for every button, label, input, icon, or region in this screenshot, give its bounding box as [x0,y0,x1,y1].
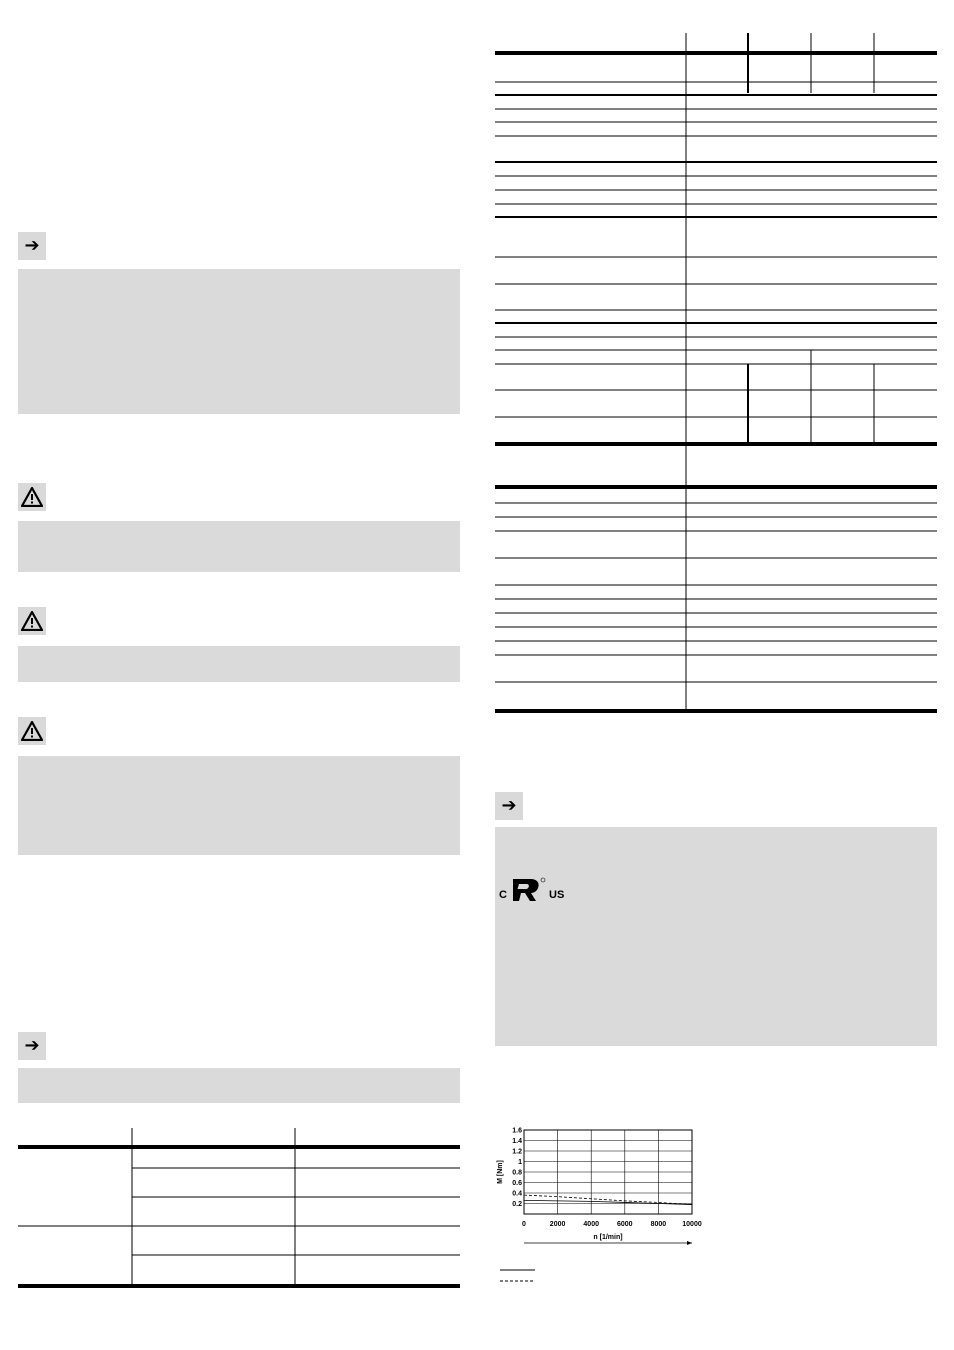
series-line-dashed [524,1195,692,1204]
x-tick-label: 8000 [650,1221,667,1228]
ul-mark-icon [509,877,547,903]
x-tick-label: 6000 [617,1221,633,1228]
arrow-right-icon: ➔ [501,795,517,816]
y-tick-label: 1 [518,1159,522,1166]
torque-speed-chart [490,1122,720,1290]
x-tick-label: 4000 [583,1221,599,1228]
ul-certification-logo [499,877,569,905]
y-tick-label: 0.8 [512,1169,522,1177]
arrow-right-icon: ➔ [24,235,40,256]
y-tick-label: 1.6 [512,1127,522,1135]
note-icon-box [18,232,46,260]
note-text-box [18,269,460,414]
note-icon-box [18,1032,46,1060]
warning-triangle-icon [21,487,43,507]
technical-data-table [495,33,937,715]
warning-icon-box [18,717,46,745]
logo-c-text: C [499,889,507,901]
warning-triangle-icon [21,611,43,631]
warning-icon-box [18,483,46,511]
x-axis-label: n [1/min] [593,1234,623,1241]
certification-note-box [495,827,937,1046]
warning-text-box [18,756,460,855]
y-tick-label: 0.6 [512,1180,522,1187]
y-tick-label: 1.4 [512,1138,522,1145]
x-axis-arrowhead [687,1241,692,1245]
note-text-box [18,1068,460,1103]
y-tick-label: 1.2 [512,1148,522,1156]
note-icon-box [495,792,523,820]
arrow-right-icon: ➔ [24,1035,40,1056]
warning-icon-box [18,607,46,635]
x-tick-label: 0 [522,1221,526,1228]
x-tick-label: 2000 [549,1221,566,1228]
warning-text-box [18,521,460,572]
logo-us-text: US [549,889,565,901]
series-line-solid [524,1200,692,1204]
x-tick-label: 10000 [682,1221,702,1228]
y-axis-label: M [Nm] [497,1160,504,1184]
y-tick-label: 0.2 [512,1201,522,1208]
left-table [18,1126,460,1290]
y-tick-label: 0.4 [512,1190,522,1198]
warning-text-box [18,646,460,682]
warning-triangle-icon [21,721,43,741]
